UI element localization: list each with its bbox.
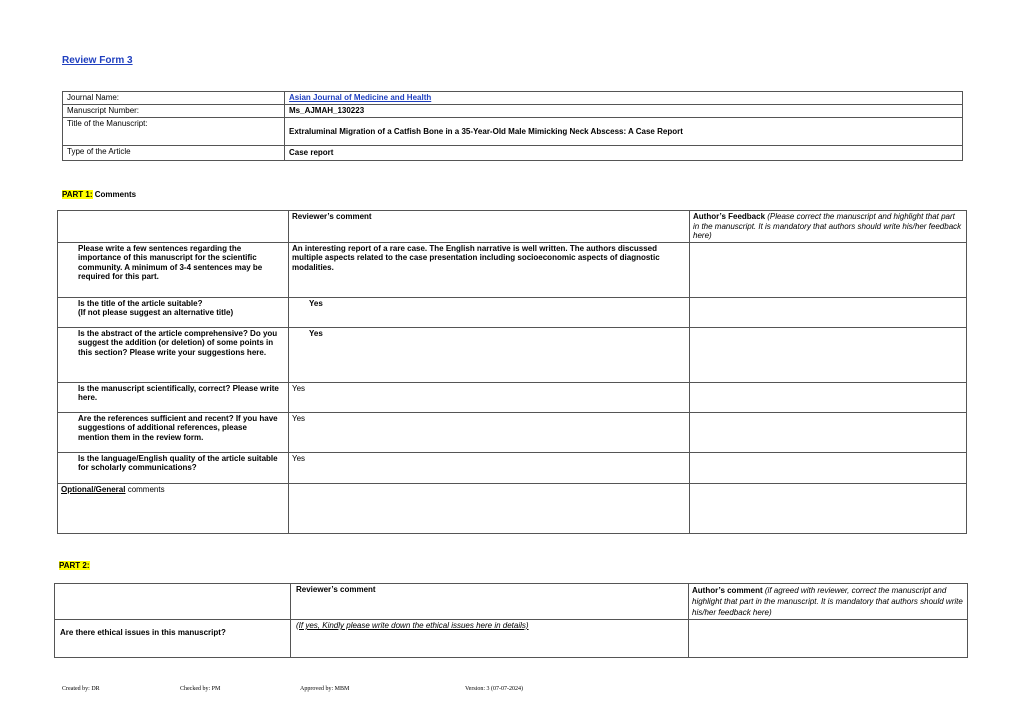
table-row <box>58 242 967 297</box>
table-row <box>55 620 968 658</box>
question-title-suitable: Is the title of the article suitable? (If not please suggest an alternative title) <box>58 297 289 327</box>
author-feedback-cell[interactable] <box>690 483 967 533</box>
article-type-label: Type of the Article <box>63 146 285 161</box>
part2-heading-tag: PART 2: <box>59 561 90 570</box>
journal-label: Journal Name: <box>63 92 285 105</box>
optional-comments-label: Optional/General comments <box>58 483 289 533</box>
part1-reviewer-header: Reviewer’s comment <box>289 211 690 243</box>
author-feedback-cell[interactable] <box>690 382 967 412</box>
table-row <box>58 327 967 382</box>
answer-abstract: Yes <box>289 327 690 382</box>
question-references: Are the references sufficient and recent? If you have suggestions of additional references, please mention them in the review form. <box>58 412 289 452</box>
footer-version: Version: 3 (07-07-2024) <box>465 686 523 692</box>
footer-created-by: Created by: DR <box>62 686 100 692</box>
optional-comments-cell[interactable] <box>289 483 690 533</box>
author-feedback-cell[interactable] <box>690 242 967 297</box>
part2-header-empty <box>55 584 291 620</box>
question-importance: Please write a few sentences regarding the importance of this manuscript for the scientific community. A minimum of 3-4 sentences may be required for this part. <box>58 242 289 297</box>
manuscript-number-label: Manuscript Number: <box>63 105 285 118</box>
manuscript-title-value: Extraluminal Migration of a Catfish Bone in a 35-Year-Old Male Mimicking Neck Abscess: A Case Report <box>285 118 963 146</box>
answer-ethical-issues[interactable] <box>291 620 689 658</box>
author-feedback-cell[interactable] <box>690 327 967 382</box>
table-row <box>58 412 967 452</box>
answer-title-suitable: Yes <box>289 297 690 327</box>
journal-link[interactable]: Asian Journal of Medicine and Health <box>289 93 432 102</box>
question-language: Is the language/English quality of the article suitable for scholarly communications? <box>58 452 289 483</box>
part1-heading-tag: PART 1: <box>62 190 93 199</box>
table-row <box>58 297 967 327</box>
question-ethical-issues: Are there ethical issues in this manuscript? <box>55 620 291 658</box>
author-feedback-cell[interactable] <box>690 412 967 452</box>
table-row <box>58 382 967 412</box>
part1-heading <box>62 190 136 199</box>
article-type-value: Case report <box>285 146 963 161</box>
answer-language: Yes <box>289 452 690 483</box>
manuscript-title-label: Title of the Manuscript: <box>63 118 285 146</box>
footer-checked-by: Checked by: PM <box>180 686 221 692</box>
question-scientific: Is the manuscript scientifically, correct? Please write here. <box>58 382 289 412</box>
part1-header-empty <box>58 211 289 243</box>
footer-approved-by: Approved by: MBM <box>300 686 350 692</box>
form-title: Review Form 3 <box>62 55 133 66</box>
part2-reviewer-header: Reviewer’s comment <box>291 584 689 620</box>
answer-importance: An interesting report of a rare case. The English narrative is well written. The authors discussed multiple aspects related to the case presentation including socioeconomic aspects of diagnostic modalities. <box>289 242 690 297</box>
answer-references: Yes <box>289 412 690 452</box>
manuscript-info-table <box>62 91 963 161</box>
answer-scientific: Yes <box>289 382 690 412</box>
author-comment-cell[interactable] <box>689 620 968 658</box>
part1-comments-table <box>57 210 967 534</box>
table-row <box>58 452 967 483</box>
part2-author-header: Author’s comment (if agreed with reviewer, correct the manuscript and highlight that part in the manuscript. It is mandatory that authors should write his/her feedback here) <box>689 584 968 620</box>
part1-heading-rest: Comments <box>92 190 137 199</box>
manuscript-number-value: Ms_AJMAH_130223 <box>285 105 963 118</box>
author-feedback-cell[interactable] <box>690 452 967 483</box>
part2-ethics-table <box>54 583 968 658</box>
author-feedback-cell[interactable] <box>690 297 967 327</box>
part2-heading <box>59 561 90 570</box>
question-abstract: Is the abstract of the article comprehensive? Do you suggest the addition (or deletion) of some points in this section? Please write your suggestions here. <box>58 327 289 382</box>
table-row <box>58 483 967 533</box>
part1-author-header: Author’s Feedback (Please correct the manuscript and highlight that part in the manuscript. It is mandatory that authors should write his/her feedback here) <box>690 211 967 243</box>
ethical-issues-hint: (If yes, Kindly please write down the ethical issues here in details) <box>296 621 529 630</box>
